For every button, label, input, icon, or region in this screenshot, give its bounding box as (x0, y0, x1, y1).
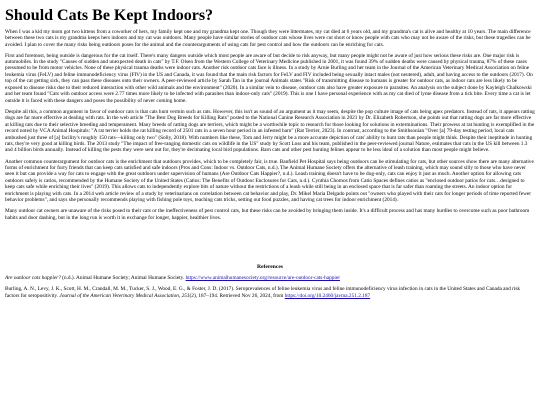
reference-details: (2), 187–194. Retrieved Nov 26, 2024, from (189, 292, 285, 299)
reference-link[interactable]: https://doi.org/10.2460/javma.251.2.187 (284, 292, 371, 299)
paragraph-conclusion: Many outdoor cat owners are unaware of the risks posed to their cats or the ineffectiveness of pest control cats, but these risks can be avoided by bringing them inside. It's a difficult process and has many hurdles to overcome such as poor bathroom habits and door dashing, but in the long run is worth it in exchange for longer, happier, healthier lives. (5, 208, 530, 221)
reference-link[interactable]: https://www.animalhumanesociety.org/resource/are-outdoor-cats-happier (185, 274, 340, 281)
reference-authors: Burling, A. N., Levy, J. K., Scott, H. M., Crandall, M. M., Tucker, S. J., Wood, E. G., & Foster, J. D. (2017). Seroprevalences of feline leukemia virus and feline immunodeficiency virus infection in cats in the United States and Canada and risk factors for seropositivity. (5, 286, 521, 299)
reference-title: Are outdoor cats happier? (5, 274, 61, 281)
section-gap (5, 226, 535, 264)
paragraph-enrichment: Another common counterargument for outdoor cats is the enrichment that outdoors provides, which to be completely fair, is true. Banfield Pet Hospital says being outdoors can be stimulating for cats, but other sources show there are many alternative forms of enrichment for furry friends that can keep cats satisfied and safe indoors (Pros and Cons: Indoor vs. Outdoor Cats, n.d.). The Animal Humane Society offers the alternative of leash training, which may sound silly to those who have never seen it but can provide a way for cats to engage with the great outdoors under supervision of humans (Are Outdoor Cats Happier?, n.d.). Leash training doesn't have to be dog-only, cats can enjoy it just as much. Another option for allowing cats outdoors safely is catios, recommended by the Humane Society of the United States (Catios: The Benefits of Outdoor Enclosures for Cats, n.d.). Cynthia Chomos from Catio Spaces defines catios as "enclosed outdoor patios for cats…designed to keep cats safe while enriching their lives" (2019). This allows cats to independently explore bits of nature without the restrictions of a leash while still being in an enclosed space that is far safer than roaming the streets. An indoor option for enrichment is playing with cats. In a 2014 web article review of a study by veterinarians on correlation between cat behavior and play, Dr. Mikel Maria Delgado points out "owners who played with their cats for longer periods of time reported fewer behavior problems", and says she personally recommends playing with fishing pole toys, teaching cats tricks, setting out food puzzles, and having cat trees for indoor enrichment (2014). (5, 158, 534, 204)
page-title: Should Cats Be Kept Indoors? (5, 7, 214, 24)
paragraph-pest-control: Despite all this, a common argument in favor of outdoor cats is that cats hunt vermin such as rats. However, this isn't as sound of an argument as it may seem, despite the pop culture image of cats being apex predators. Instead of rats, it appears ratting dogs are far more effective at dealing with rats. In the web article "The Best Dog Breeds for Killing Rats" posted to the National Canine Research Association in 2021 by Dr. Elizabeth Robertson, she points out that ratting dogs are far more effective at killing rats due to their selective breeding and temperament. Many breeds of ratting dogs are terriers, which might be a worthwhile topic to research for those looking for solutions in exterminations. Their prowess at rat hunting is exemplified in the record noted by VCA Animal Hospitals: "A rat terrier holds the rat killing record of 2501 rats in a seven hour period in an infested barn" (Rat Terrier, 2023). In contrast, according to the Smithsonian "Over [a] 79-day testing period, local cats ambushed just three of [a] facility's roughly 150 rats—killing only two" (Solly, 2018). With numbers like these, Tom and Jerry might be a more accurate depiction of cats' ability to hunt rats than people might think. Despite their ineptitude in hunting rats, they're very good at killing birds. The 2013 study "The impact of free-ranging domestic cats on wildlife in the US" study by Scott Loss and his team, published in the peer-reviewed journal Nature, estimates that cats in the US kill between 1.3 and 4 billion birds annually. Instead of killing the pests they were sent out for, they're decimating local bird populations. Barn cats and other pest hunting felines appear to be less ideal of a solution than most people might believe. (5, 108, 535, 154)
reference-details: (n.d.). Animal Humane Society; Animal Humane Society. (60, 274, 186, 281)
paragraph-dangers: First and foremost, being outside is dangerous for the cat itself. There's many dangers outside which most people are aware of but decide to risk anyway, but many people might not be aware of just how serious these risks are. One major risk is automobiles. In the study "Causes of sudden and unexpected death in cats" by T.F. Olsen from the Western College of Veterinary Medicine published in 2001, it was found 39% of sudden deaths were caused by physical trauma, 87% of these cases presumed to be from motor vehicles. None of these physical trauma deaths were indoor cats. Another risk outdoor cats face is illness. In a study by Arnie Burling and her team in the Journal of the American Veterinary Medical Association on feline leukemia virus (FeLV) and feline immunodeficiency virus (FIV) in the US and Canada, it was found that the main risk factors for FeLV and FIV included being sexually intact males (not neutered), adult, and having access to the outdoors (2017). On top of the cat getting sick, they can pass these diseases onto their owners. A peer-reviewed article by Sarah Tan in the journal Animals states "Risk of transmitting disease to humans is greater for outdoor cats, as indoor cats are less likely to be exposed to disease risks due to their reduced interaction with other wild animals and the environment" (2020). In a similar vein to disease, outdoor cats also have greater exposure to parasites. An analysis on the subject done by Kayleigh Chalkowski and her team found "Cats with outdoor access were 2.77 times more likely to be infected with parasites than indoor-only cats" (2019). This is one I have personal experience with as my cat died of lyme disease from a tick bite. Every time a cat is let outside it is faced with these dangers and poses the possibility of never coming home. (5, 52, 533, 104)
reference-journal: Journal of the American Veterinary Medical Association, 251 (59, 292, 190, 299)
reference-entry (5, 275, 535, 281)
reference-entry (5, 286, 535, 299)
references-heading: References (257, 263, 283, 270)
paragraph-intro: When I was a kid my mom got two kittens from a coworker of hers, my family kept one and my grandma kept one. Though they were littermates, my cat died at 6 years old, and my grandma's cat is alive and healthy at 10 years. The main difference between these two cats is my grandma keeps hers indoors and my cat was outdoors. Many people have similar stories of outdoor cats whose lives were cut short or know people with cats who may not be aware of the risks, but these tragedies can be avoided. I plan to cover the many risks being outdoors poses for the animal and the counterarguments of using cats for pest control and how the outdoors can be enriching for cats. (5, 28, 531, 48)
